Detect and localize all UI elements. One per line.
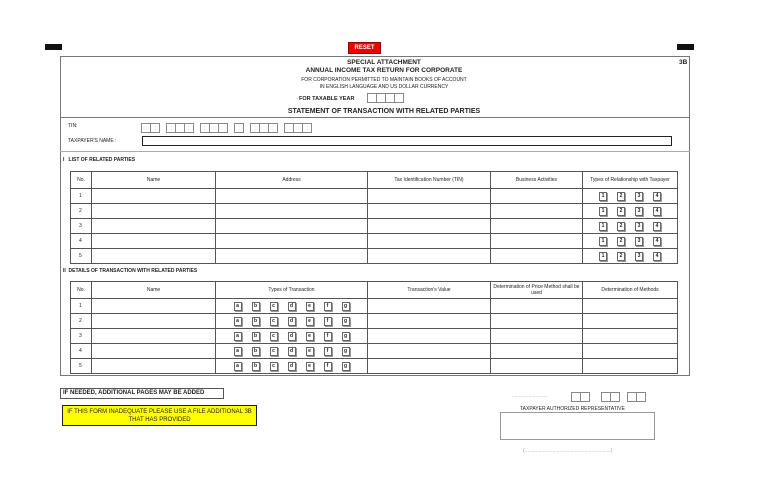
additional-pages-note: IF NEEDED, ADDITIONAL PAGES MAY BE ADDED	[60, 388, 224, 399]
option-cell	[583, 189, 678, 204]
row-number: 5	[71, 249, 92, 264]
input-cell[interactable]	[92, 219, 216, 234]
col-name: Name	[92, 172, 216, 189]
table-row	[71, 249, 678, 264]
col-price-method: Determination of Price Method shall be used	[491, 282, 583, 299]
form-code: 3B	[679, 59, 688, 66]
input-cell[interactable]	[583, 329, 678, 344]
input-cell[interactable]	[368, 329, 491, 344]
option-cell	[583, 219, 678, 234]
corner-marker-left	[45, 44, 62, 50]
taxable-year-input[interactable]	[368, 93, 404, 103]
input-cell[interactable]	[583, 299, 678, 314]
input-cell[interactable]	[216, 249, 368, 264]
row-number: 4	[71, 234, 92, 249]
option-checkbox-e[interactable]: e	[306, 317, 314, 326]
table-row	[71, 204, 678, 219]
option-checkbox-f[interactable]: f	[324, 362, 332, 371]
option-cell	[583, 234, 678, 249]
input-cell[interactable]	[92, 344, 216, 359]
option-checkbox-3[interactable]: 3	[635, 192, 643, 201]
option-checkbox-b[interactable]: b	[252, 317, 260, 326]
option-checkbox-e[interactable]: e	[306, 362, 314, 371]
option-checkbox-1[interactable]: 1	[599, 237, 607, 246]
input-cell[interactable]	[491, 299, 583, 314]
option-checkbox-c[interactable]: c	[270, 302, 278, 311]
option-checkbox-d[interactable]: d	[288, 362, 296, 371]
col-business: Business Activities	[491, 172, 583, 189]
option-checkbox-g[interactable]: g	[342, 347, 350, 356]
option-checkbox-g[interactable]: g	[342, 362, 350, 371]
tin-label: TIN:	[68, 123, 78, 129]
reset-button[interactable]: RESET	[348, 42, 381, 54]
inadequate-form-note: IF THIS FORM INADEQUATE PLEASE USE A FILE ADDITIONAL 3B THAT HAS PROVIDED	[62, 405, 257, 426]
option-checkbox-d[interactable]: d	[288, 302, 296, 311]
option-checkbox-b[interactable]: b	[252, 362, 260, 371]
option-checkbox-c[interactable]: c	[270, 332, 278, 341]
row-number: 2	[71, 204, 92, 219]
input-cell[interactable]	[368, 299, 491, 314]
table-row	[71, 314, 678, 329]
option-checkbox-e[interactable]: e	[306, 332, 314, 341]
col-no: No.	[71, 282, 92, 299]
input-cell[interactable]	[92, 359, 216, 374]
option-checkbox-1[interactable]: 1	[599, 192, 607, 201]
option-checkbox-d[interactable]: d	[288, 317, 296, 326]
option-checkbox-3[interactable]: 3	[635, 222, 643, 231]
option-checkbox-d[interactable]: d	[288, 347, 296, 356]
option-checkbox-4[interactable]: 4	[653, 237, 661, 246]
table-row	[71, 359, 678, 374]
table-row	[71, 189, 678, 204]
input-cell[interactable]	[583, 344, 678, 359]
input-cell[interactable]	[368, 314, 491, 329]
input-cell[interactable]	[92, 314, 216, 329]
option-cell	[216, 329, 368, 344]
option-checkbox-2[interactable]: 2	[617, 192, 625, 201]
representative-label: TAXPAYER AUTHORIZED REPRESENTATIVE	[520, 406, 625, 412]
option-checkbox-f[interactable]: f	[324, 317, 332, 326]
option-checkbox-3[interactable]: 3	[635, 237, 643, 246]
corner-marker-right	[677, 44, 694, 50]
option-checkbox-c[interactable]: c	[270, 347, 278, 356]
row-number: 1	[71, 189, 92, 204]
row-number: 3	[71, 329, 92, 344]
section1-title: I LIST OF RELATED PARTIES	[63, 157, 136, 163]
table-row	[71, 344, 678, 359]
input-cell[interactable]	[368, 219, 491, 234]
input-cell[interactable]	[368, 344, 491, 359]
input-cell[interactable]	[491, 249, 583, 264]
option-checkbox-a[interactable]: a	[234, 347, 242, 356]
input-cell[interactable]	[491, 344, 583, 359]
input-cell[interactable]	[216, 189, 368, 204]
option-checkbox-g[interactable]: g	[342, 317, 350, 326]
input-cell[interactable]	[216, 204, 368, 219]
transactions-table	[70, 281, 678, 374]
table-row	[71, 299, 678, 314]
option-checkbox-2[interactable]: 2	[617, 207, 625, 216]
option-checkbox-g[interactable]: g	[342, 332, 350, 341]
input-cell[interactable]	[216, 219, 368, 234]
option-checkbox-c[interactable]: c	[270, 317, 278, 326]
input-cell[interactable]	[92, 249, 216, 264]
row-number: 4	[71, 344, 92, 359]
option-checkbox-3[interactable]: 3	[635, 207, 643, 216]
col-relationship: Types of Relationship with Taxpayer	[583, 172, 678, 189]
option-checkbox-4[interactable]: 4	[653, 207, 661, 216]
representative-name-field[interactable]: (..............................................................)	[523, 448, 613, 454]
divider	[60, 117, 690, 118]
taxpayer-name-label: TAXPAYER'S NAME :	[68, 138, 117, 144]
input-cell[interactable]	[368, 234, 491, 249]
input-cell[interactable]	[491, 189, 583, 204]
option-checkbox-g[interactable]: g	[342, 302, 350, 311]
option-cell	[216, 344, 368, 359]
input-cell[interactable]	[368, 249, 491, 264]
row-number: 3	[71, 219, 92, 234]
option-checkbox-4[interactable]: 4	[653, 222, 661, 231]
input-cell[interactable]	[92, 189, 216, 204]
signature-box[interactable]	[500, 412, 655, 440]
option-checkbox-1[interactable]: 1	[599, 222, 607, 231]
option-checkbox-1[interactable]: 1	[599, 252, 607, 261]
title-annual-return: ANNUAL INCOME TAX RETURN FOR CORPORATE	[305, 67, 463, 74]
option-checkbox-2[interactable]: 2	[617, 237, 625, 246]
subtitle: FOR CORPORATION PERMITTED TO MAINTAIN BOOKS OF ACCOUNT IN ENGLISH LANGUAGE AND US DOLLAR CURRENCY	[301, 77, 467, 90]
table-row	[71, 234, 678, 249]
input-cell[interactable]	[491, 359, 583, 374]
title-special-attachment: SPECIAL ATTACHMENT	[347, 59, 421, 66]
option-cell	[216, 314, 368, 329]
input-cell[interactable]	[368, 189, 491, 204]
table-row	[71, 219, 678, 234]
col-value: Transaction's Value	[368, 282, 491, 299]
option-checkbox-b[interactable]: b	[252, 332, 260, 341]
option-checkbox-b[interactable]: b	[252, 347, 260, 356]
table-row	[71, 329, 678, 344]
input-cell[interactable]	[92, 329, 216, 344]
option-checkbox-f[interactable]: f	[324, 347, 332, 356]
col-methods: Determination of Methods	[583, 282, 678, 299]
section2-title: II DETAILS OF TRANSACTION WITH RELATED PARTIES	[63, 268, 198, 274]
input-cell[interactable]	[92, 204, 216, 219]
option-cell	[583, 249, 678, 264]
col-no: No.	[71, 172, 92, 189]
option-checkbox-f[interactable]: f	[324, 302, 332, 311]
option-checkbox-2[interactable]: 2	[617, 252, 625, 261]
input-cell[interactable]	[491, 314, 583, 329]
option-checkbox-a[interactable]: a	[234, 362, 242, 371]
input-cell[interactable]	[491, 329, 583, 344]
option-checkbox-4[interactable]: 4	[653, 252, 661, 261]
option-checkbox-e[interactable]: e	[306, 347, 314, 356]
option-cell	[583, 204, 678, 219]
input-cell[interactable]	[491, 234, 583, 249]
input-cell[interactable]	[583, 314, 678, 329]
col-transaction-type: Types of Transaction	[216, 282, 368, 299]
input-cell[interactable]	[491, 204, 583, 219]
taxpayer-name-input[interactable]	[142, 136, 672, 146]
input-cell[interactable]	[368, 359, 491, 374]
date-input[interactable]	[572, 389, 653, 407]
option-checkbox-4[interactable]: 4	[653, 192, 661, 201]
option-checkbox-a[interactable]: a	[234, 332, 242, 341]
option-checkbox-b[interactable]: b	[252, 302, 260, 311]
option-checkbox-f[interactable]: f	[324, 332, 332, 341]
taxable-year-label: FOR TAXABLE YEAR	[299, 96, 355, 102]
option-checkbox-a[interactable]: a	[234, 317, 242, 326]
input-cell[interactable]	[92, 299, 216, 314]
row-number: 5	[71, 359, 92, 374]
input-cell[interactable]	[216, 234, 368, 249]
option-cell	[216, 299, 368, 314]
col-name: Name	[92, 282, 216, 299]
col-address: Address	[216, 172, 368, 189]
place-field[interactable]: ..........................	[512, 393, 549, 399]
related-parties-table	[70, 171, 678, 264]
option-checkbox-1[interactable]: 1	[599, 207, 607, 216]
option-checkbox-c[interactable]: c	[270, 362, 278, 371]
input-cell[interactable]	[92, 234, 216, 249]
option-checkbox-2[interactable]: 2	[617, 222, 625, 231]
option-checkbox-3[interactable]: 3	[635, 252, 643, 261]
col-tin: Tax Identification Number (TIN)	[368, 172, 491, 189]
option-cell	[216, 359, 368, 374]
row-number: 2	[71, 314, 92, 329]
option-checkbox-d[interactable]: d	[288, 332, 296, 341]
input-cell[interactable]	[368, 204, 491, 219]
input-cell[interactable]	[583, 359, 678, 374]
option-checkbox-a[interactable]: a	[234, 302, 242, 311]
divider	[60, 151, 690, 152]
option-checkbox-e[interactable]: e	[306, 302, 314, 311]
input-cell[interactable]	[491, 219, 583, 234]
row-number: 1	[71, 299, 92, 314]
statement-title: STATEMENT OF TRANSACTION WITH RELATED PARTIES	[287, 108, 481, 115]
